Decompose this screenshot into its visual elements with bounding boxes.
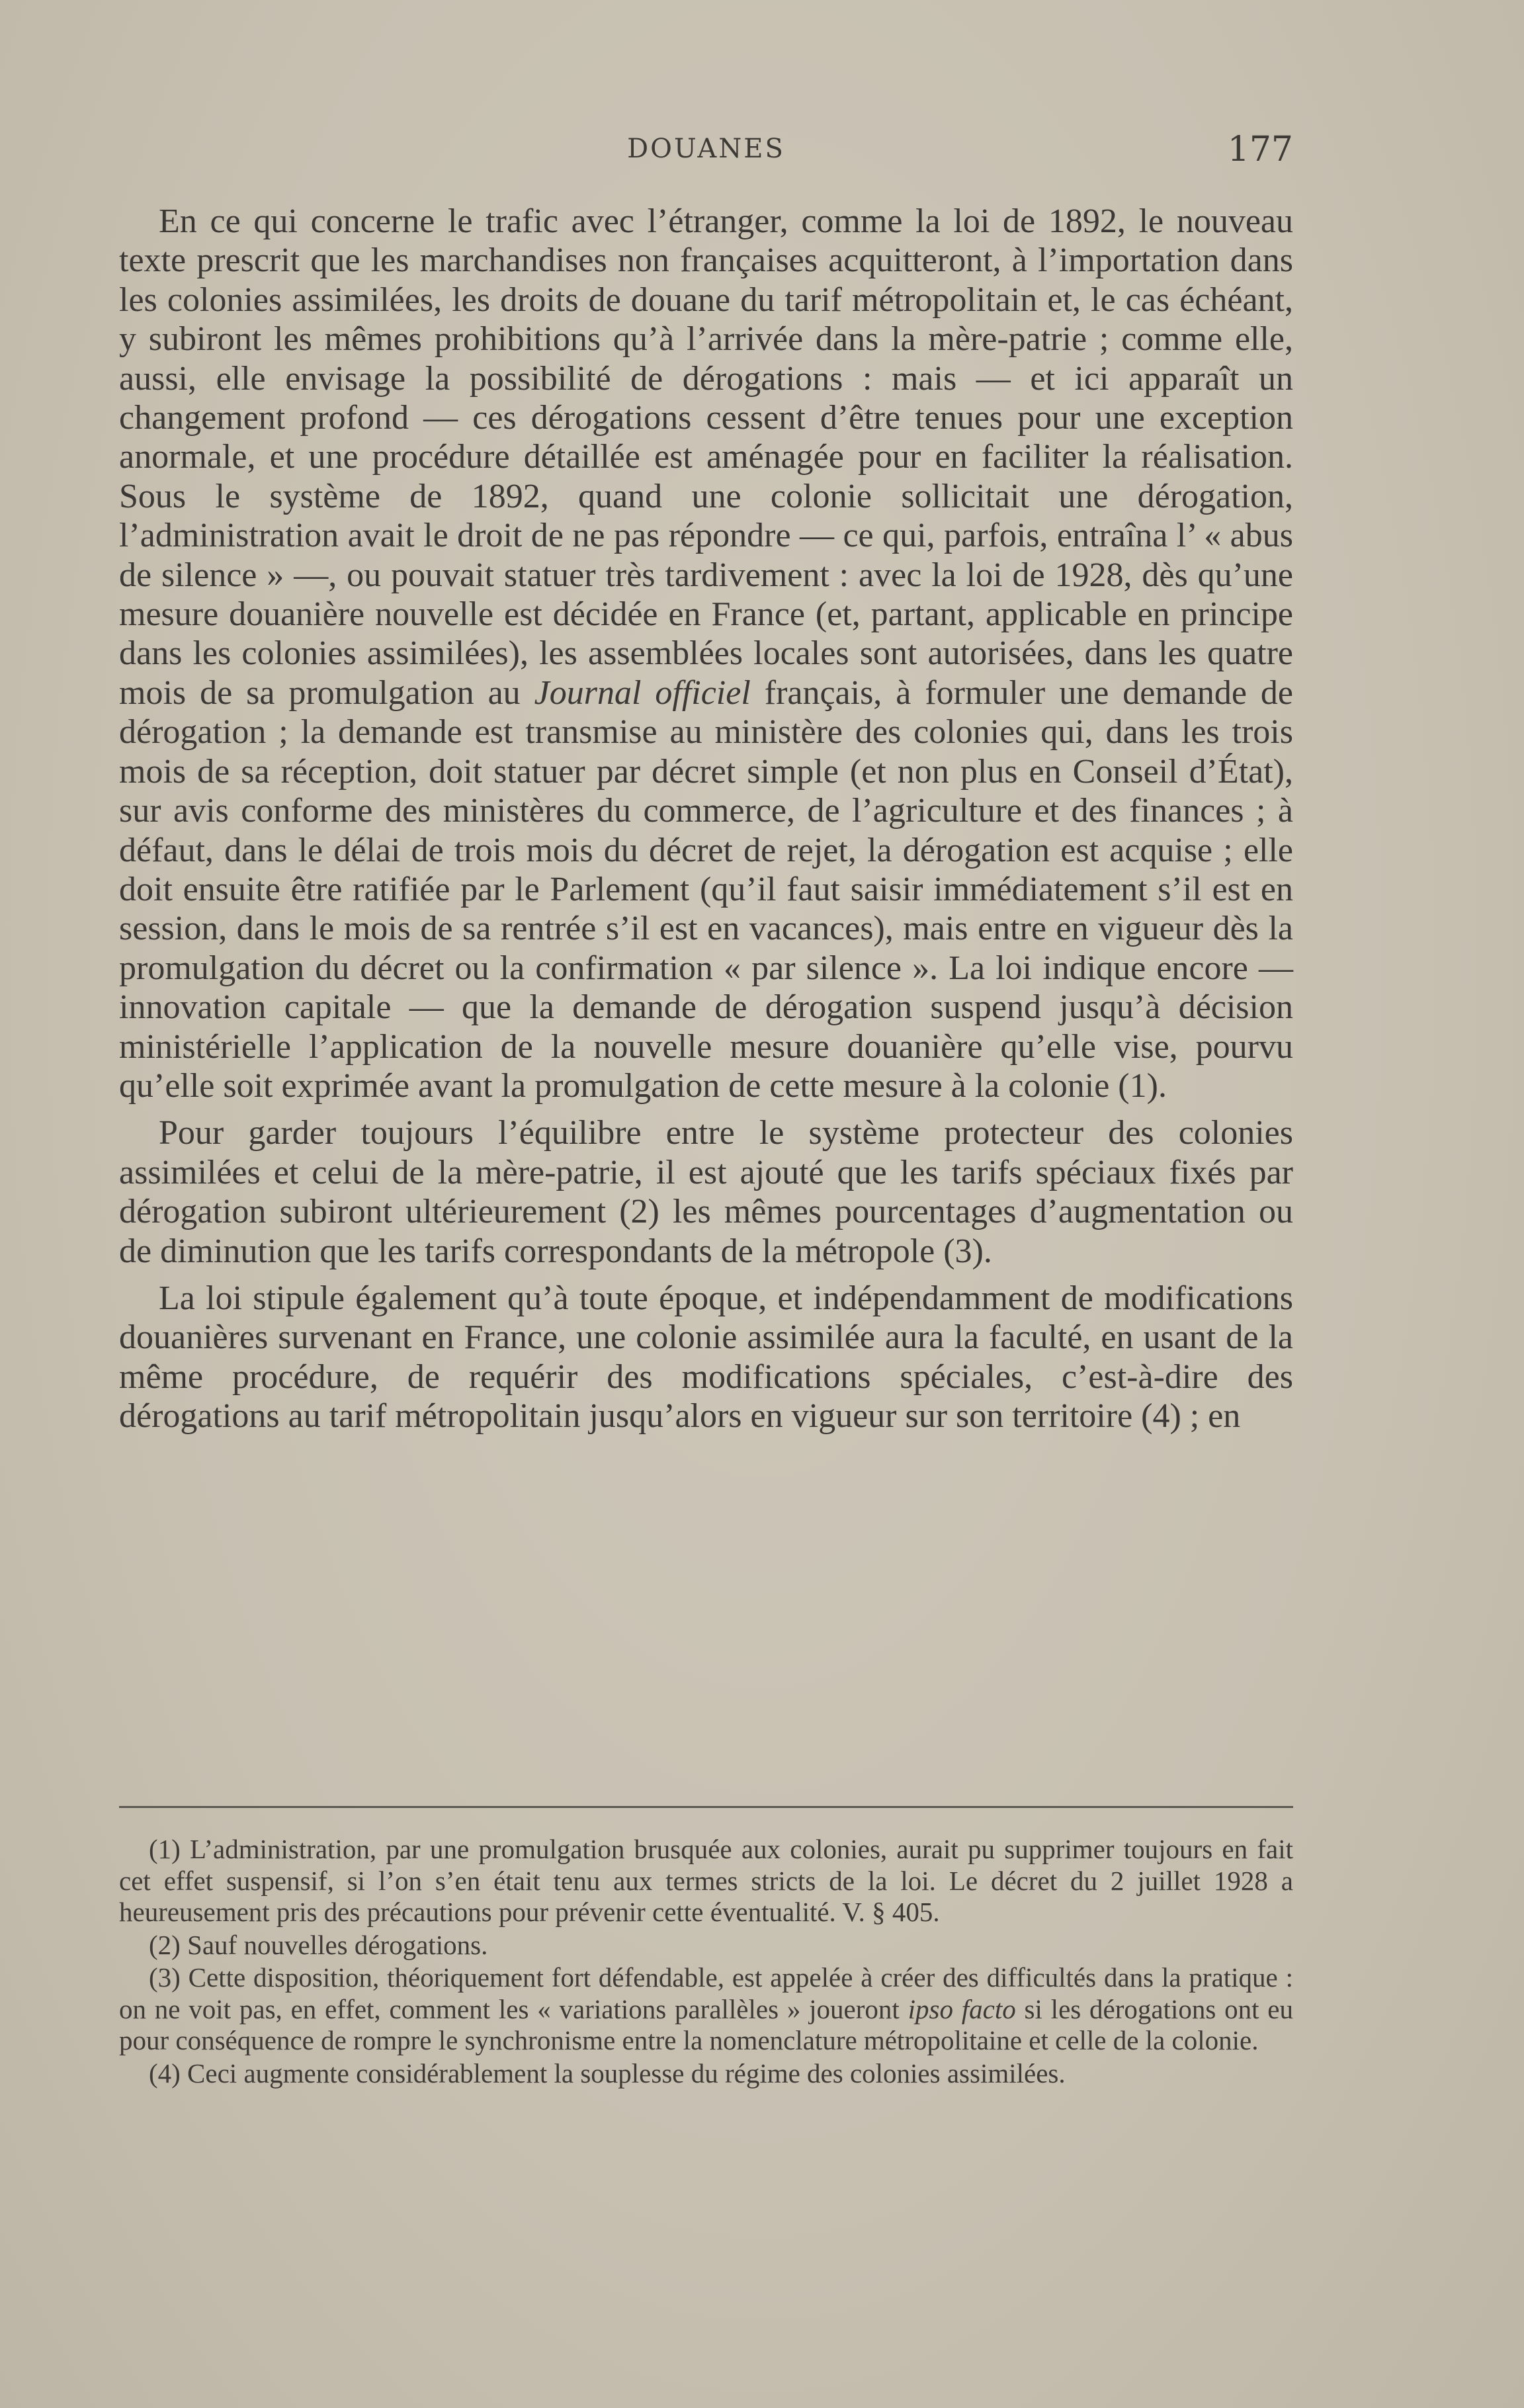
footnote-3-italic: ipso facto <box>908 1993 1016 2024</box>
footnotes <box>119 1834 1293 2090</box>
footnote-4 <box>119 2058 1293 2090</box>
footnote-separator <box>119 1806 1293 1808</box>
footnote-1 <box>119 1834 1293 1928</box>
page-number: 177 <box>1227 130 1293 169</box>
paragraph-1-text-a: En ce qui concerne le trafic avec l’étranger, comme la loi de 1892, le nouveau texte prescrit que les marchandises non françaises acquitteront, à l’importation dans les colonies assimilées, les droits de douane du tarif métropolitain et, le cas échéant, y subiront les mêmes prohibitions qu’à l’arrivée dans la mère-patrie ; comme elle, aussi, elle envisage la possibilité de dérogations : mais — et ici apparaît un changement profond — ces dérogations cessent d’être tenues pour une exception anormale, et une procédure détaillée est aménagée pour en faciliter la réalisation. Sous le système de 1892, quand une colonie sollicitait une dérogation, l’administration avait le droit de ne pas répondre — ce qui, parfois, entraîna l’ « abus de silence » —, ou pouvait statuer très tardivement : avec la loi de 1928, dès qu’une mesure douanière nouvelle est décidée en France (et, partant, applicable en principe dans les colonies assimilées), les assemblées locales sont autorisées, dans les quatre mois de sa promulgation au <box>119 202 1293 712</box>
running-title: DOUANES <box>627 134 785 164</box>
footnote-2 <box>119 1930 1293 1961</box>
paragraph-2-text: Pour garder toujours l’équilibre entre le système protecteur des colonies assimilées et celui de la mère-patrie, il est ajouté que les tarifs spéciaux fixés par dérogation subiront ultérieurement (2) les mêmes pourcentages d’augmentation ou de diminution que les tarifs correspondants de la métropole (3). <box>119 1114 1293 1270</box>
paragraph-1-text-b: français, à formuler une demande de dérogation ; la demande est transmise au ministère des colonies qui, dans les trois mois de sa réception, doit statuer par décret simple (et non plus en Conseil d’État), sur avis conforme des ministères du commerce, de l’agriculture et des finances ; à défaut, dans le délai de trois mois du décret de rejet, la dérogation est acquise ; elle doit ensuite être ratifiée par le Parlement (qu’il faut saisir immédiatement s’il est en session, dans le mois de sa rentrée s’il est en vacances), mais entre en vigueur dès la promulgation du décret ou la confirmation « par silence ». La loi indique encore — innovation capitale — que la demande de dérogation suspend jusqu’à décision ministérielle l’application de la nouvelle mesure douanière qu’elle vise, pourvu qu’elle soit exprimée avant la promulgation de cette mesure à la colonie (1). <box>119 673 1293 1105</box>
page-header <box>119 130 1293 176</box>
paragraph-1 <box>119 202 1293 1105</box>
footnote-3-text-a: (3) Cette disposition, théoriquement fort défendable, est appelée à créer des difficultés dans la pratique : on ne voit pas, en effet, comment les « variations parallèles » joueront <box>119 1962 1293 2024</box>
footnote-3 <box>119 1962 1293 2057</box>
footnote-3-text-b: si les dérogations ont eu pour conséquence de rompre le synchronisme entre la nomenclature métropolitaine et celle de la colonie. <box>119 1993 1294 2055</box>
footnote-1-text: (1) L’administration, par une promulgation brusquée aux colonies, aurait pu supprimer toujours en fait cet effet suspensif, si l’on s’en était tenu aux termes stricts de la loi. Le décret du 2 juillet 1928 a heureusement pris des précautions pour prévenir cette éventualité. V. § 405. <box>119 1834 1293 1927</box>
paragraph-2 <box>119 1113 1293 1271</box>
paragraph-1-italic: Journal officiel <box>534 673 751 712</box>
paragraph-3-text: La loi stipule également qu’à toute époque, et indépendamment de modifications douanières survenant en France, une colonie assimilée aura la faculté, en usant de la même procédure, de requérir des modifications spéciales, c’est-à-dire des dérogations au tarif métropolitain jusqu’alors en vigueur sur son territoire (4) ; en <box>119 1279 1293 1436</box>
paragraph-3 <box>119 1279 1293 1436</box>
main-text <box>119 202 1293 1444</box>
footnote-4-text: (4) Ceci augmente considérablement la souplesse du régime des colonies assimilées. <box>149 2057 1066 2088</box>
footnote-2-text: (2) Sauf nouvelles dérogations. <box>149 1929 488 1960</box>
